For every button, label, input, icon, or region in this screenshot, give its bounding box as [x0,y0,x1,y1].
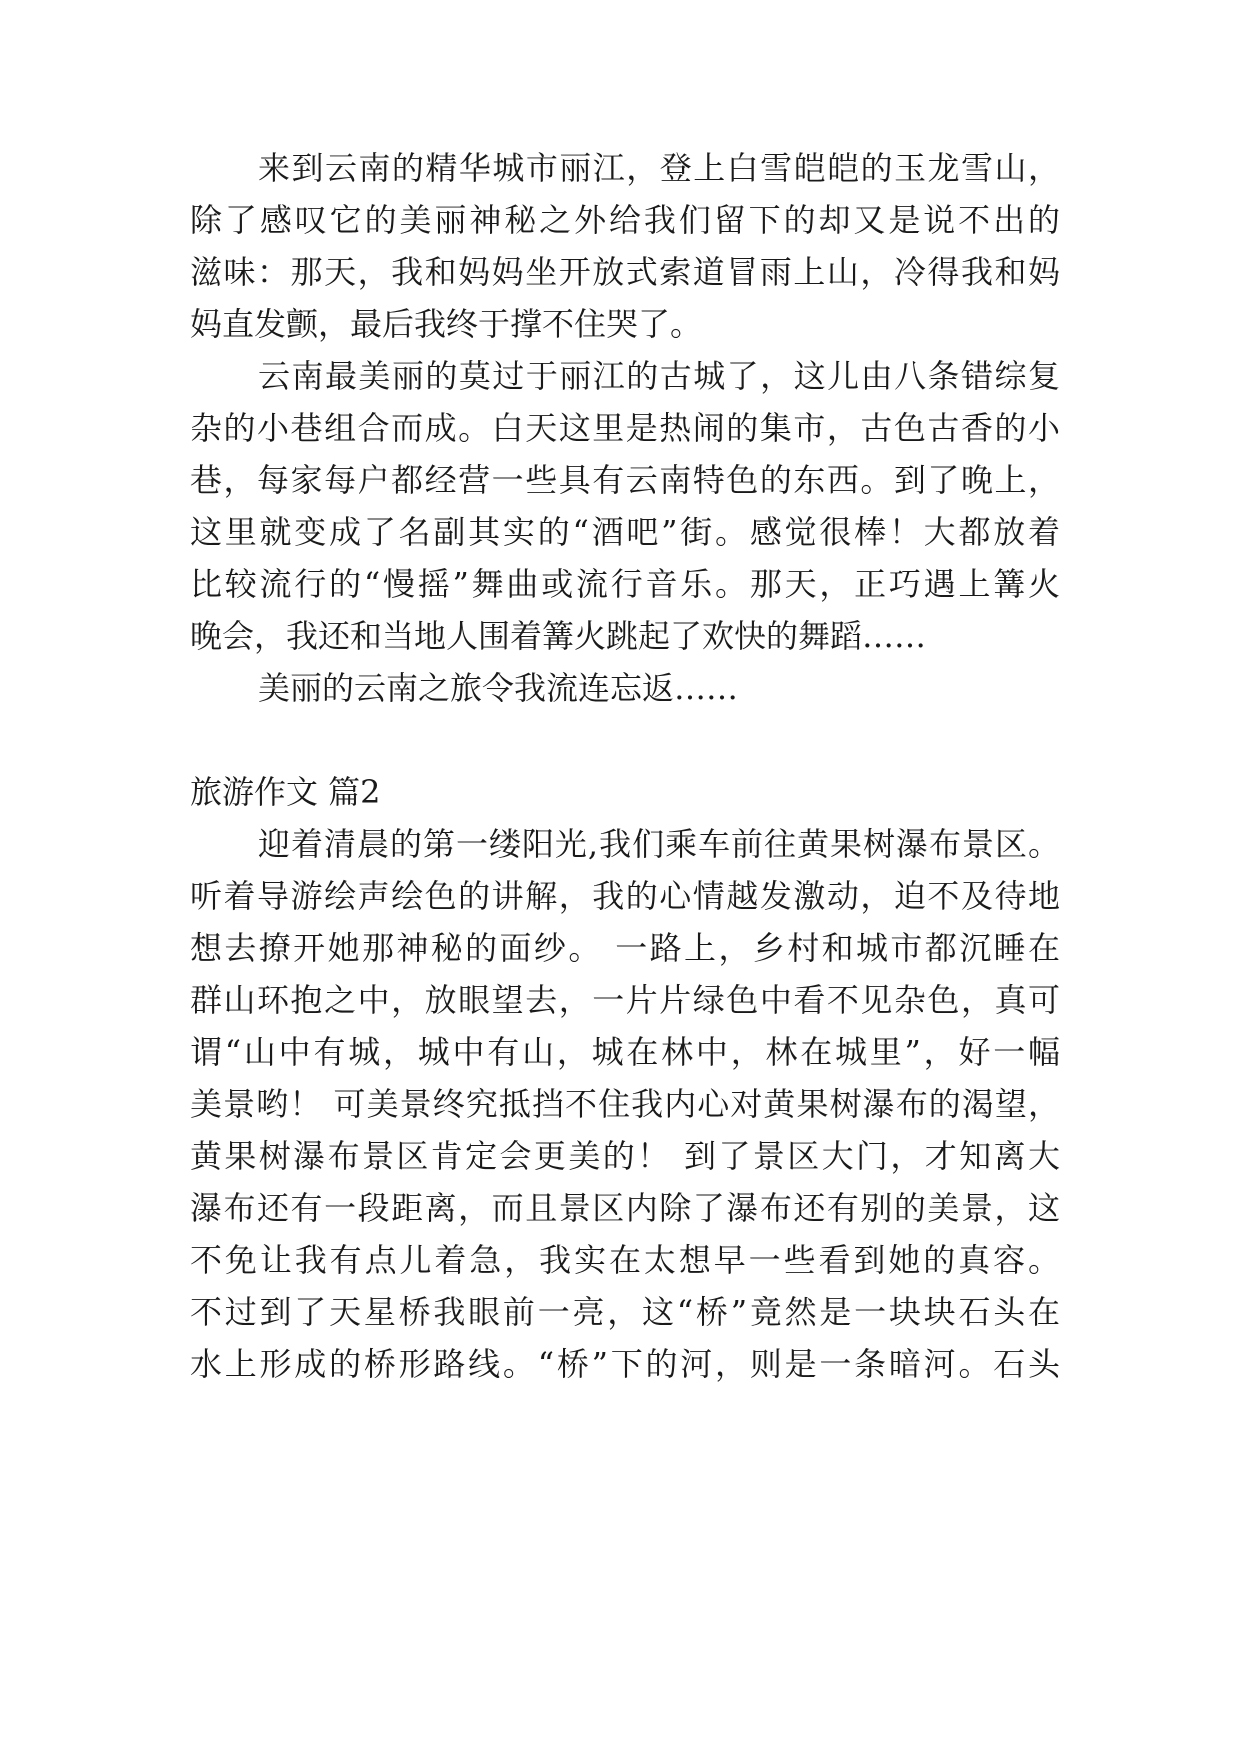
text-line: 美丽的云南之旅令我流连忘返…… [258,669,739,707]
text-line: 不过到了天星桥我眼前一亮，这“桥”竟然是一块块石头在 [190,1293,1060,1331]
text-line: 滋味：那天，我和妈妈坐开放式索道冒雨上山，冷得我和妈 [190,253,1060,291]
text-line: 黄果树瀑布景区肯定会更美的！ 到了景区大门，才知离大 [190,1137,1060,1175]
text-line: 想去撩开她那神秘的面纱。 一路上，乡村和城市都沉睡在 [190,929,1060,967]
text-line: 听着导游绘声绘色的讲解，我的心情越发激动，迫不及待地 [190,877,1060,915]
text-line: 妈直发颤，最后我终于撑不住哭了。 [190,305,703,343]
text-line: 杂的小巷组合而成。白天这里是热闹的集市，古色古香的小 [190,409,1060,447]
text-line: 迎着清晨的第一缕阳光,我们乘车前往黄果树瀑布景区。 [258,825,1060,863]
text-line: 来到云南的精华城市丽江，登上白雪皑皑的玉龙雪山， [258,149,1060,187]
text-line: 晚会，我还和当地人围着篝火跳起了欢快的舞蹈…… [190,617,927,655]
section-heading: 旅游作文 篇2 [190,773,381,811]
text-line: 巷，每家每户都经营一些具有云南特色的东西。到了晚上， [190,461,1060,499]
text-line: 不免让我有点儿着急，我实在太想早一些看到她的真容。 [190,1241,1060,1279]
text-line: 除了感叹它的美丽神秘之外给我们留下的却又是说不出的 [190,201,1060,239]
text-line: 水上形成的桥形路线。“桥”下的河，则是一条暗河。石头 [190,1345,1060,1383]
text-line: 比较流行的“慢摇”舞曲或流行音乐。那天，正巧遇上篝火 [190,565,1060,603]
text-line: 瀑布还有一段距离，而且景区内除了瀑布还有别的美景，这 [190,1189,1060,1227]
text-line: 谓“山中有城，城中有山，城在林中，林在城里”，好一幅 [190,1033,1060,1071]
text-line: 这里就变成了名副其实的“酒吧”街。感觉很棒！大都放着 [190,513,1060,551]
text-line: 云南最美丽的莫过于丽江的古城了，这儿由八条错综复 [258,357,1060,395]
text-line: 群山环抱之中，放眼望去，一片片绿色中看不见杂色，真可 [190,981,1060,1019]
text-line: 美景哟！ 可美景终究抵挡不住我内心对黄果树瀑布的渴望， [190,1085,1060,1123]
